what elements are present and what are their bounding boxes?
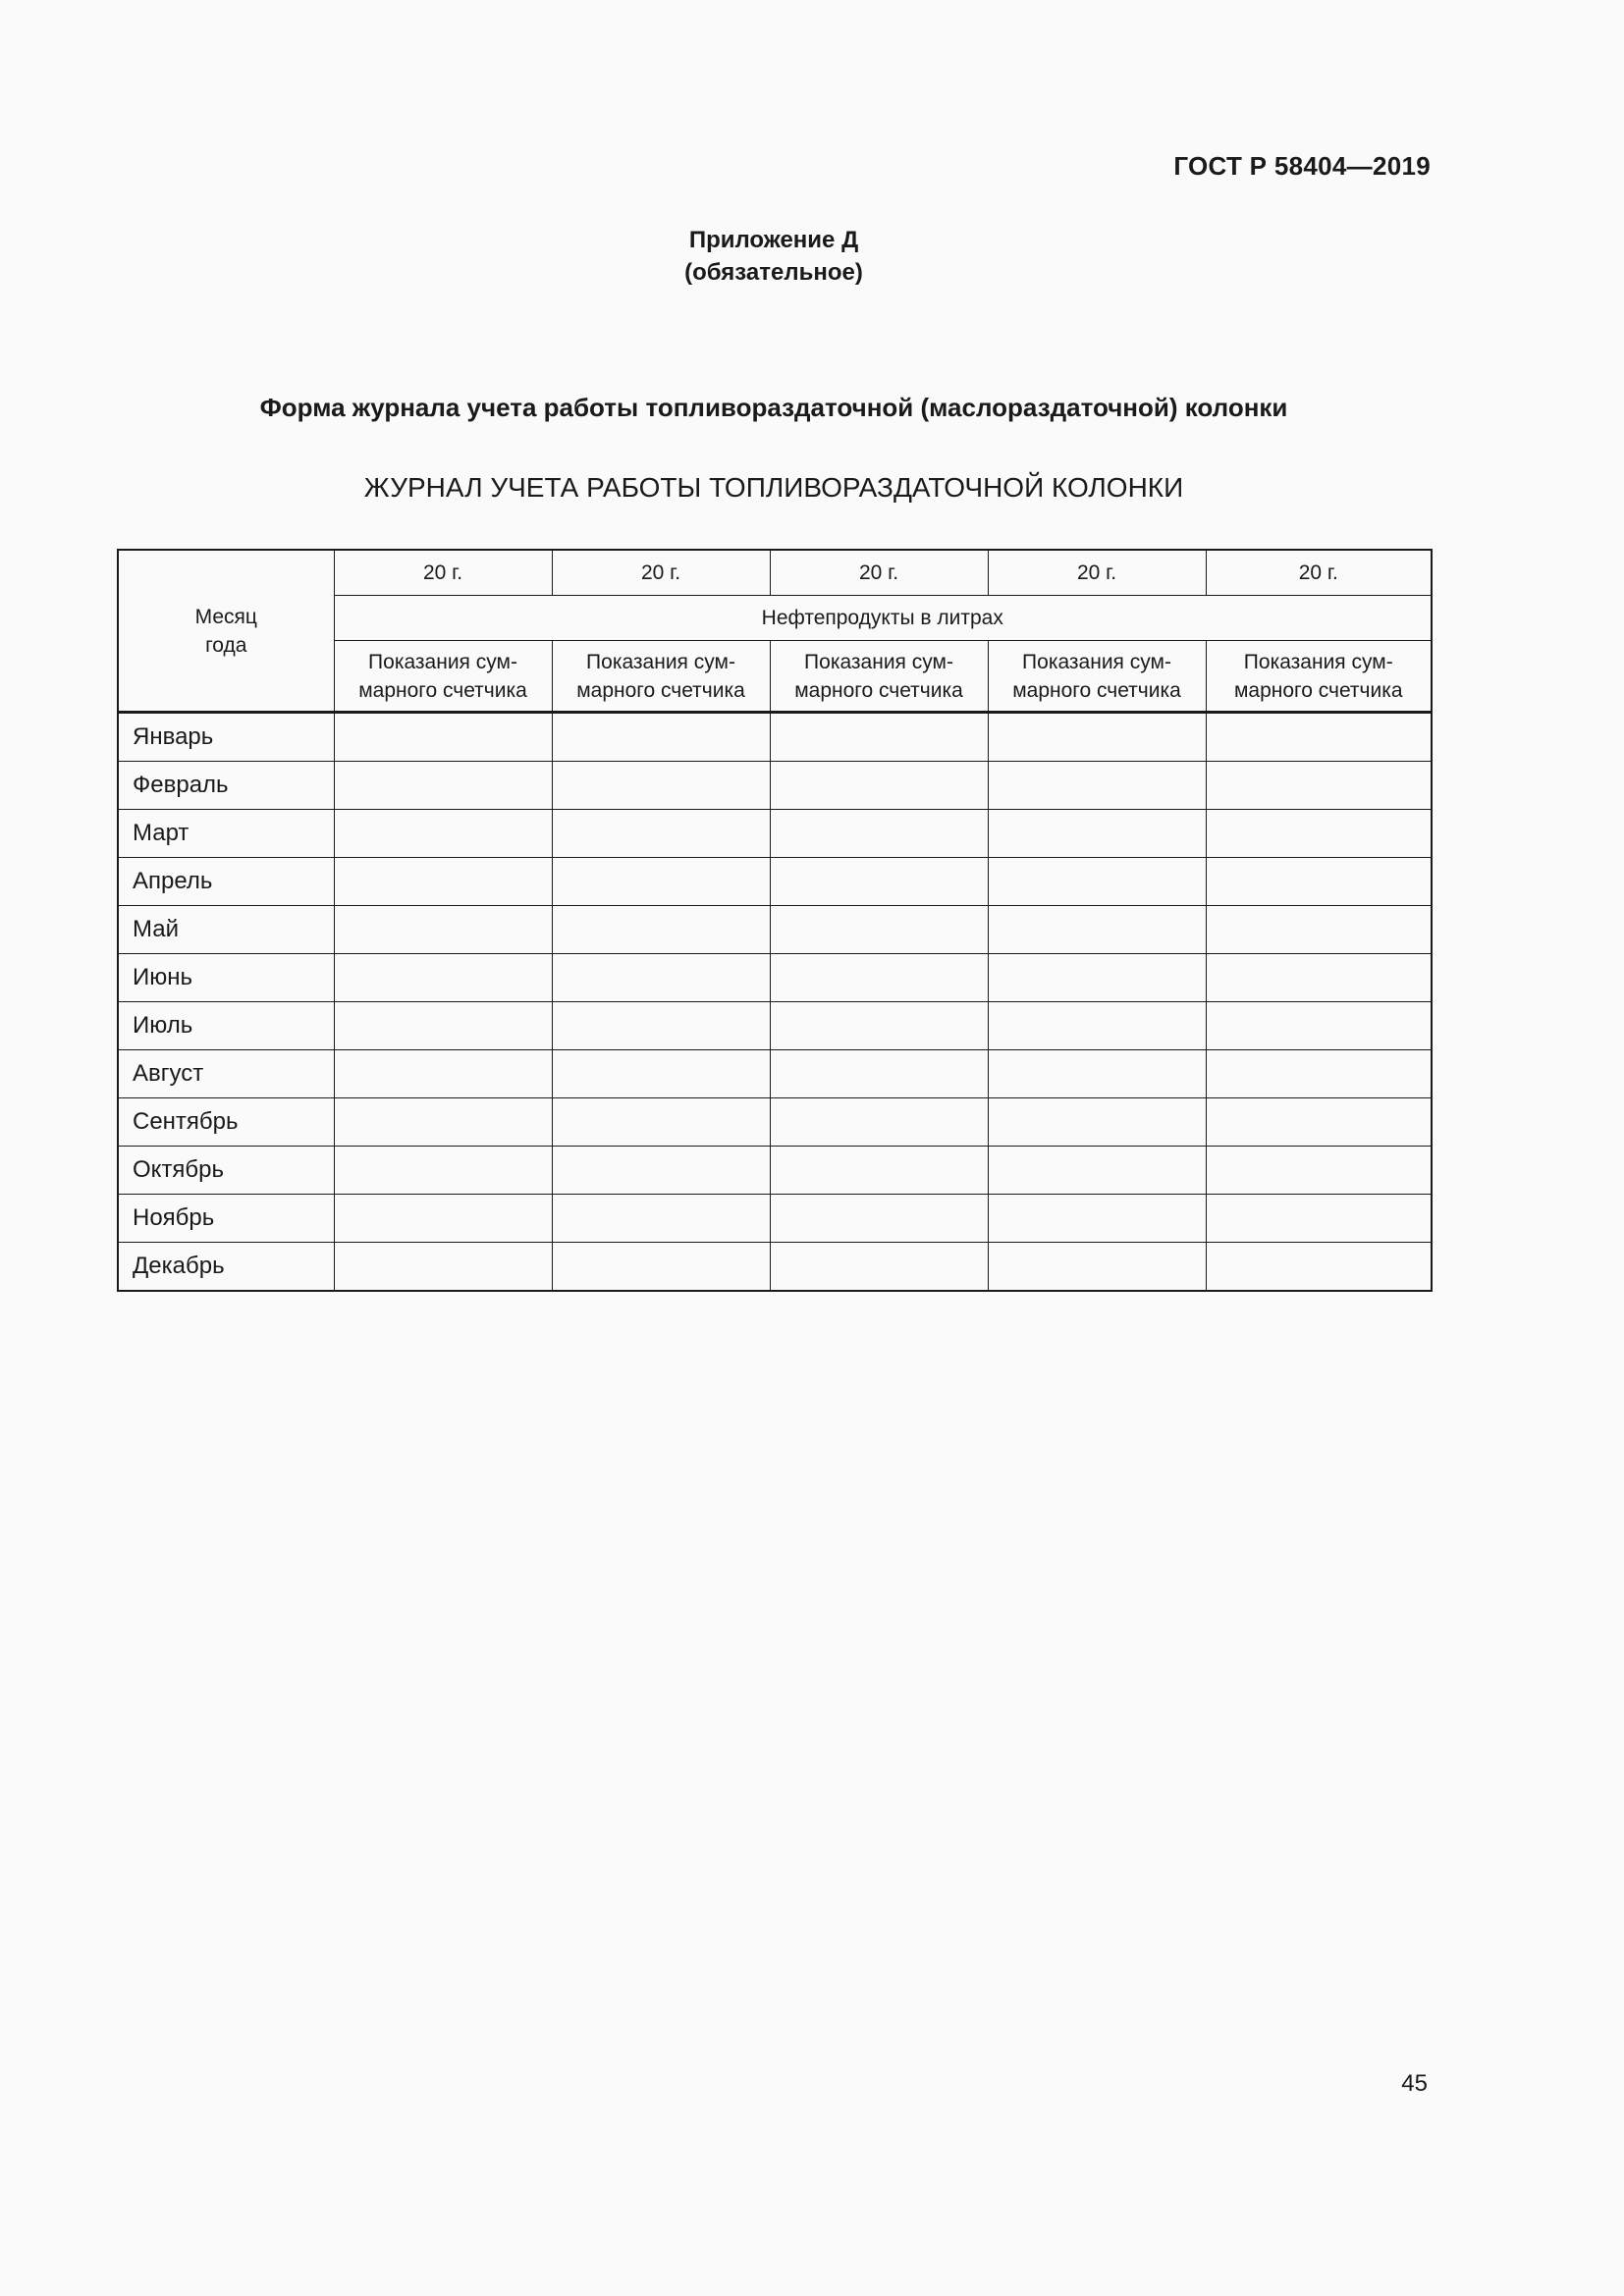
month-row	[118, 810, 1432, 858]
form-title: Форма журнала учета работы топливораздаточной (маслораздаточной) колонки	[259, 393, 1288, 422]
month-label: Ноябрь	[118, 1195, 334, 1243]
meter-reading-cell[interactable]	[552, 1195, 770, 1243]
meter-header	[552, 641, 770, 713]
meter-header-line1: Показания сум-	[804, 650, 953, 673]
month-header-line2: года	[205, 633, 247, 657]
meter-header-line1: Показания сум-	[586, 650, 735, 673]
year-header: 20 г.	[552, 550, 770, 596]
meter-reading-cell[interactable]	[1206, 713, 1432, 762]
meter-reading-cell[interactable]	[770, 713, 988, 762]
meter-reading-cell[interactable]	[1206, 810, 1432, 858]
meter-reading-cell[interactable]	[552, 954, 770, 1002]
meter-header-line2: марного счетчика	[1233, 678, 1403, 702]
meter-reading-cell[interactable]	[334, 810, 552, 858]
month-label: Июнь	[118, 954, 334, 1002]
meter-reading-cell[interactable]	[988, 906, 1206, 954]
month-row	[118, 1098, 1432, 1147]
meter-reading-cell[interactable]	[1206, 1002, 1432, 1050]
meter-reading-cell[interactable]	[770, 810, 988, 858]
month-row	[118, 1002, 1432, 1050]
meter-header-line1: Показания сум-	[368, 650, 517, 673]
month-label: Январь	[118, 713, 334, 762]
meter-reading-cell[interactable]	[770, 858, 988, 906]
meter-header	[770, 641, 988, 713]
meter-header-line2: марного счетчика	[576, 678, 745, 702]
standard-code: ГОСТ Р 58404—2019	[1173, 151, 1431, 181]
month-row	[118, 1243, 1432, 1292]
meter-reading-cell[interactable]	[552, 1002, 770, 1050]
meter-header-line1: Показания сум-	[1022, 650, 1171, 673]
month-label: Февраль	[118, 762, 334, 810]
meter-reading-cell[interactable]	[1206, 1050, 1432, 1098]
meter-reading-cell[interactable]	[1206, 1195, 1432, 1243]
month-label: Сентябрь	[118, 1098, 334, 1147]
meter-header	[1206, 641, 1432, 713]
meter-reading-cell[interactable]	[770, 1098, 988, 1147]
month-label: Май	[118, 906, 334, 954]
month-label: Октябрь	[118, 1147, 334, 1195]
month-label: Март	[118, 810, 334, 858]
meter-reading-cell[interactable]	[1206, 1147, 1432, 1195]
meter-reading-cell[interactable]	[552, 1050, 770, 1098]
meter-reading-cell[interactable]	[1206, 858, 1432, 906]
month-row	[118, 858, 1432, 906]
meter-reading-cell[interactable]	[334, 858, 552, 906]
meter-reading-cell[interactable]	[334, 713, 552, 762]
meter-reading-cell[interactable]	[334, 1002, 552, 1050]
month-row	[118, 762, 1432, 810]
meter-reading-cell[interactable]	[334, 954, 552, 1002]
meter-reading-cell[interactable]	[334, 1243, 552, 1292]
journal-title: ЖУРНАЛ УЧЕТА РАБОТЫ ТОПЛИВОРАЗДАТОЧНОЙ КОЛОНКИ	[363, 472, 1184, 503]
appendix-heading	[0, 224, 1547, 289]
meter-reading-cell[interactable]	[334, 1195, 552, 1243]
meter-header	[988, 641, 1206, 713]
meter-reading-cell[interactable]	[770, 954, 988, 1002]
month-label: Июль	[118, 1002, 334, 1050]
meter-reading-cell[interactable]	[770, 1243, 988, 1292]
meter-reading-cell[interactable]	[988, 762, 1206, 810]
meter-reading-cell[interactable]	[334, 762, 552, 810]
meter-reading-cell[interactable]	[770, 906, 988, 954]
appendix-status: (обязательное)	[684, 259, 863, 286]
month-label: Декабрь	[118, 1243, 334, 1292]
meter-reading-cell[interactable]	[770, 1002, 988, 1050]
meter-reading-cell[interactable]	[552, 1098, 770, 1147]
meter-reading-cell[interactable]	[988, 858, 1206, 906]
month-label: Август	[118, 1050, 334, 1098]
year-header: 20 г.	[334, 550, 552, 596]
meter-reading-cell[interactable]	[1206, 1098, 1432, 1147]
year-header: 20 г.	[770, 550, 988, 596]
year-header: 20 г.	[988, 550, 1206, 596]
meter-reading-cell[interactable]	[334, 906, 552, 954]
meter-reading-cell[interactable]	[770, 762, 988, 810]
year-header: 20 г.	[1206, 550, 1432, 596]
page-number: 45	[1401, 2070, 1428, 2097]
meter-reading-cell[interactable]	[552, 713, 770, 762]
meter-header-line2: марного счетчика	[1012, 678, 1181, 702]
month-label: Апрель	[118, 858, 334, 906]
meter-header-line2: марного счетчика	[358, 678, 527, 702]
meter-reading-cell[interactable]	[552, 858, 770, 906]
meter-reading-cell[interactable]	[770, 1147, 988, 1195]
meter-reading-cell[interactable]	[1206, 954, 1432, 1002]
meter-reading-cell[interactable]	[552, 762, 770, 810]
meter-reading-cell[interactable]	[988, 1195, 1206, 1243]
year-header-row	[118, 550, 1432, 596]
meter-header-line2: марного счетчика	[794, 678, 963, 702]
meter-header-line1: Показания сум-	[1243, 650, 1393, 673]
meter-reading-cell[interactable]	[1206, 762, 1432, 810]
month-row	[118, 1050, 1432, 1098]
meter-reading-cell[interactable]	[552, 906, 770, 954]
month-column-header	[118, 550, 334, 713]
meter-reading-cell[interactable]	[552, 1243, 770, 1292]
appendix-title: Приложение Д	[688, 227, 859, 253]
month-row	[118, 954, 1432, 1002]
meter-reading-cell[interactable]	[988, 810, 1206, 858]
meter-reading-cell[interactable]	[988, 713, 1206, 762]
meter-reading-cell[interactable]	[988, 1147, 1206, 1195]
meter-reading-cell[interactable]	[552, 810, 770, 858]
meter-reading-cell[interactable]	[770, 1050, 988, 1098]
meter-reading-cell[interactable]	[988, 1002, 1206, 1050]
meter-reading-cell[interactable]	[1206, 1243, 1432, 1292]
unit-header: Нефтепродукты в литрах	[334, 596, 1432, 641]
meter-reading-cell[interactable]	[988, 1098, 1206, 1147]
meter-reading-cell[interactable]	[552, 1147, 770, 1195]
meter-reading-cell[interactable]	[334, 1147, 552, 1195]
meter-reading-cell[interactable]	[334, 1050, 552, 1098]
month-row	[118, 1147, 1432, 1195]
journal-table	[117, 549, 1433, 1292]
month-row	[118, 713, 1432, 762]
month-row	[118, 906, 1432, 954]
month-row	[118, 1195, 1432, 1243]
meter-reading-cell[interactable]	[1206, 906, 1432, 954]
meter-header	[334, 641, 552, 713]
meter-reading-cell[interactable]	[988, 1050, 1206, 1098]
meter-reading-cell[interactable]	[988, 1243, 1206, 1292]
meter-reading-cell[interactable]	[334, 1098, 552, 1147]
meter-reading-cell[interactable]	[770, 1195, 988, 1243]
meter-reading-cell[interactable]	[988, 954, 1206, 1002]
month-header-line1: Месяц	[194, 605, 257, 628]
